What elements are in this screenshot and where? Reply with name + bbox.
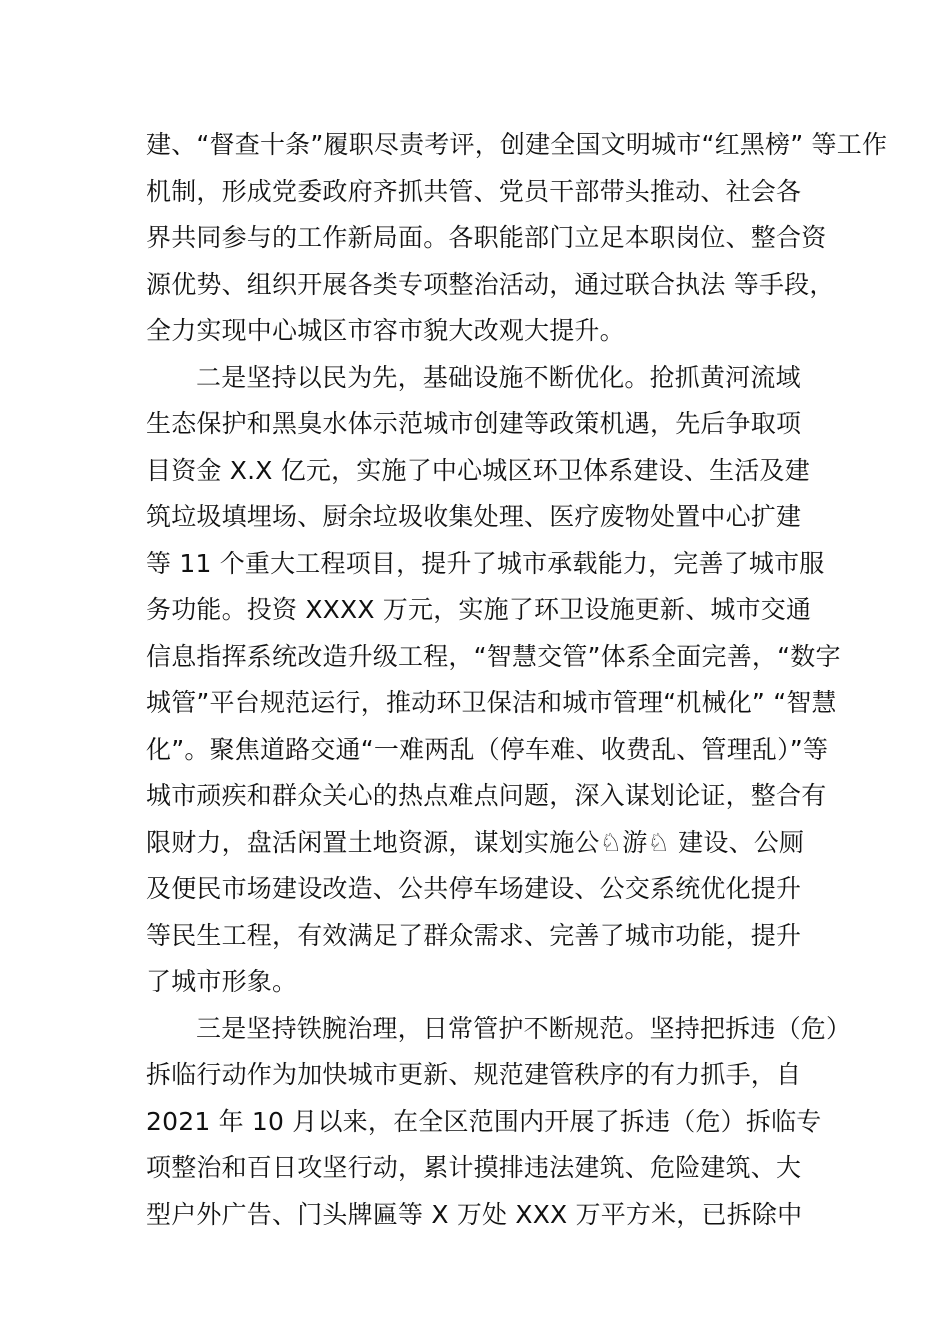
paragraph-first-line: 二是坚持以民为先，基础设施不断优化。抢抓黄河流域 <box>196 362 801 392</box>
text-line: 筑垃圾填埋场、厨余垃圾收集处理、医疗废物处置中心扩建 <box>146 502 802 531</box>
text-line: 型户外广告、门头牌匾等 X 万处 XXX 万平方米，已拆除中 <box>146 1199 803 1229</box>
text-line: 限财力，盘活闲置土地资源，谋划实施公♘游♘ 建设、公厕 <box>146 827 805 857</box>
text-line: 等 11 个重大工程项目，提升了城市承载能力，完善了城市服 <box>146 548 825 578</box>
text-line: 机制，形成党委政府齐抓共管、党员干部带头推动、社会各 <box>146 176 802 206</box>
text-line: 界共同参与的工作新局面。各职能部门立足本职岗位、整合资 <box>146 223 827 252</box>
text-line: 源优势、组织开展各类专项整治活动，通过联合执法 等手段， <box>146 269 835 299</box>
body-text <box>146 122 888 1238</box>
text-line: 拆临行动作为加快城市更新、规范建管秩序的有力抓手，自 <box>146 1060 802 1089</box>
text-line: 目资金 X.X 亿元，实施了中心城区环卫体系建设、生活及建 <box>146 455 810 485</box>
text-line: 等民生工程，有效满足了群众需求、完善了城市功能，提升 <box>146 920 802 950</box>
text-line: 务功能。投资 XXXX 万元，实施了环卫设施更新、城市交通 <box>146 595 812 624</box>
text-line: 2021 年 10 月以来，在全区范围内开展了拆违（危）拆临专 <box>146 1106 822 1136</box>
text-line: 及便民市场建设改造、公共停车场建设、公交系统优化提升 <box>146 874 802 903</box>
text-line: 项整治和百日攻坚行动，累计摸排违法建筑、危险建筑、大 <box>146 1153 802 1182</box>
text-line: 信息指挥系统改造升级工程，“智慧交管”体系全面完善，“数字 <box>146 641 841 671</box>
text-line: 化”。聚焦道路交通“一难两乱（停车难、收费乱、管理乱）”等 <box>146 734 829 764</box>
text-line: 了城市形象。 <box>146 967 298 996</box>
text-line: 城管”平台规范运行，推动环卫保洁和城市管理“机械化” “智慧 <box>146 688 837 717</box>
text-line: 城市顽疾和群众关心的热点难点问题，深入谋划论证，整合有 <box>146 781 827 810</box>
paragraph-first-line: 三是坚持铁腕治理，日常管护不断规范。坚持把拆违（危） <box>196 1013 852 1043</box>
text-line: 生态保护和黑臭水体示范城市创建等政策机遇，先后争取项 <box>146 409 802 438</box>
text-line: 全力实现中心城区市容市貌大改观大提升。 <box>146 316 625 345</box>
text-line: 建、“督查十条”履职尽责考评，创建全国文明城市“红黑榜” 等工作 <box>146 130 888 159</box>
